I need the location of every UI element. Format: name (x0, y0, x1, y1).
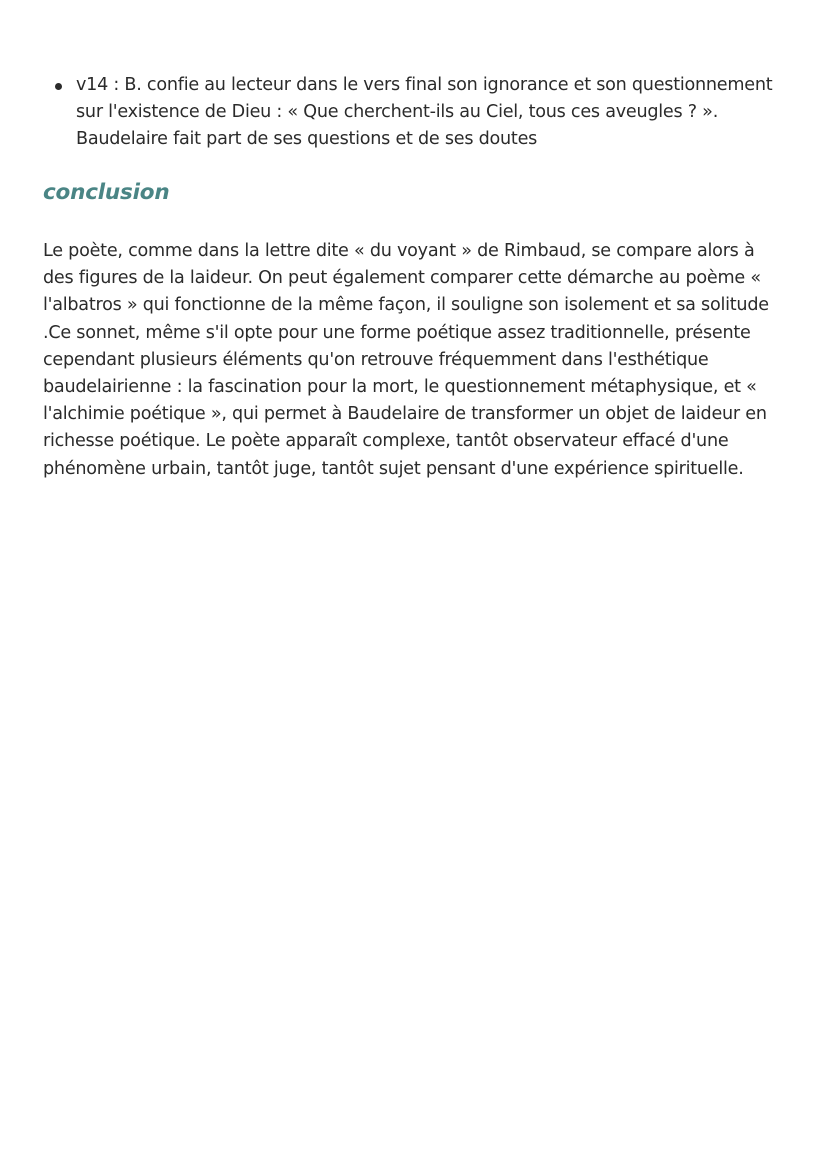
paragraph-line: Le poète, comme dans la lettre dite « du voyant » de Rimbaud, se compare alors à (43, 241, 755, 261)
paragraph-line: l'alchimie poétique », qui permet à Baudelaire de transformer un objet de laideur en (43, 404, 767, 425)
paragraph-line: baudelairienne : la fascination pour la mort, le questionnement métaphysique, et « (43, 377, 757, 398)
bullet-line: v14 : B. confie au lecteur dans le vers final son ignorance et son questionnement (76, 75, 773, 95)
bullet-line: sur l'existence de Dieu : « Que cherchent-ils au Ciel, tous ces aveugles ? ». (76, 102, 719, 122)
paragraph-line: richesse poétique. Le poète apparaît complexe, tantôt observateur effacé d'une (43, 431, 729, 452)
bullet-list (52, 72, 792, 153)
bullet-text (76, 72, 792, 153)
list-item (52, 72, 792, 153)
bullet-line: Baudelaire fait part de ses questions et de ses doutes (76, 129, 538, 149)
paragraph-line: cependant plusieurs éléments qu'on retrouve fréquemment dans l'esthétique (43, 349, 709, 370)
paragraph-line: phénomène urbain, tantôt juge, tantôt sujet pensant d'une expérience spirituelle. (43, 458, 744, 479)
paragraph-line: l'albatros » qui fonctionne de la même façon, il souligne son isolement et sa solitude (43, 295, 769, 316)
paragraph-line: .Ce sonnet, même s'il opte pour une forme poétique assez traditionnelle, présente (43, 322, 751, 343)
conclusion-paragraph (43, 238, 803, 483)
bullet-icon (55, 83, 62, 90)
paragraph-line: des figures de la laideur. On peut également comparer cette démarche au poème « (43, 268, 761, 289)
section-heading: conclusion (43, 180, 170, 205)
